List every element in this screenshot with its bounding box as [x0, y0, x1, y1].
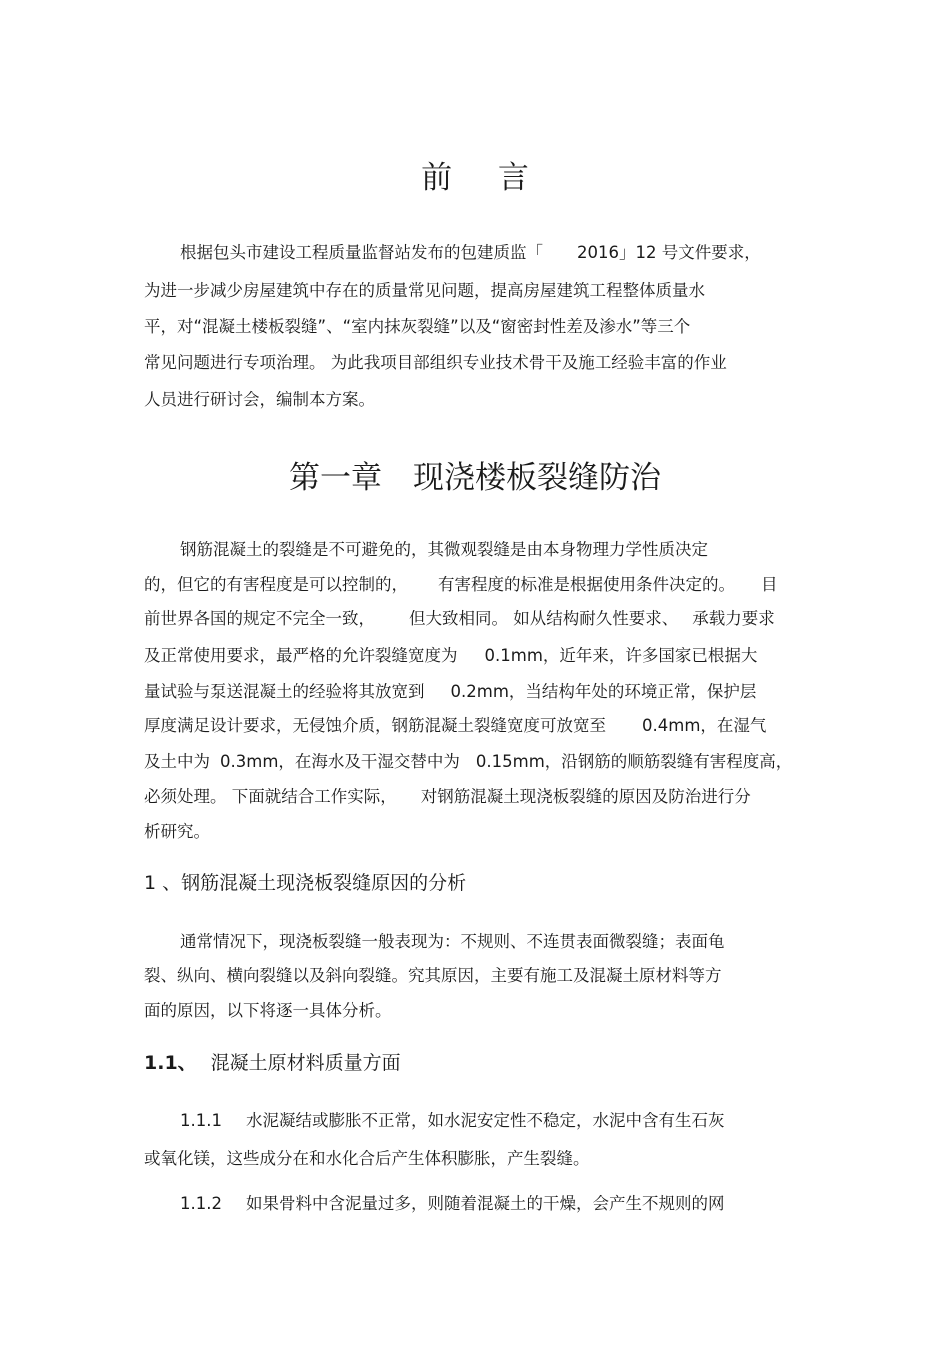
- text-run: 0.2mm，当结构年处的环境正常，保护层: [450, 682, 757, 701]
- text-run: 目: [761, 575, 778, 594]
- section-number: 1.1、: [144, 1052, 197, 1074]
- section-title: 混凝土原材料质量方面: [210, 1052, 401, 1074]
- text-run: 0.3mm，在海水及干湿交替中为: [220, 752, 460, 771]
- item-1-1-1-line-1: [180, 1110, 724, 1132]
- intro-line-3: [144, 608, 775, 630]
- text-run: 水泥凝结或膨胀不正常，如水泥安定性不稳定，水泥中含有生石灰: [245, 1111, 725, 1130]
- preface-title: 前 言: [421, 160, 547, 196]
- intro-line-4: [144, 645, 757, 667]
- item-number: 1.1.2: [180, 1194, 222, 1213]
- intro-line-5: [144, 681, 756, 703]
- text-run: 0.15mm，沿钢筋的顺筋裂缝有害程度高，: [475, 752, 793, 771]
- item-number: 1.1.1: [180, 1111, 222, 1130]
- text-run: 如果骨料中含泥量过多，则随着混凝土的干燥，会产生不规则的网: [245, 1194, 725, 1213]
- text-run: 0.4mm，在湿气: [642, 716, 767, 735]
- section-1-heading: 1 、钢筋混凝土现浇板裂缝原因的分析: [144, 872, 467, 894]
- text-run: 2016」12 号文件要求，: [577, 243, 761, 262]
- text-run: 厚度满足设计要求，无侵蚀介质，钢筋混凝土裂缝宽度可放宽至: [144, 716, 606, 735]
- text-run: 根据包头市建设工程质量监督站发布的包建质监「: [180, 243, 543, 262]
- text-run: 承载力要求: [692, 609, 775, 628]
- intro-line-1: 钢筋混凝土的裂缝是不可避免的，其微观裂缝是由本身物理力学性质决定: [180, 540, 708, 559]
- intro-line-2: [144, 574, 778, 596]
- section-1-1-heading: [144, 1052, 401, 1074]
- text-run: 但大致相同。 如从结构耐久性要求、: [409, 609, 679, 628]
- preface-line-1: [180, 242, 761, 264]
- chapter-title: 第一章 现浇楼板裂缝防治: [289, 460, 661, 496]
- text-run: 0.1mm，近年来，许多国家已根据大: [484, 646, 758, 665]
- intro-line-8: [144, 786, 751, 808]
- text-run: 及正常使用要求，最严格的允许裂缝宽度为: [144, 646, 458, 665]
- item-1-1-1-line-2: 或氧化镁，这些成分在和水化合后产生体积膨胀，产生裂缝。: [144, 1149, 590, 1168]
- preface-line-4: 常见问题进行专项治理。 为此我项目部组织专业技术骨干及施工经验丰富的作业: [144, 353, 727, 372]
- preface-line-5: 人员进行研讨会，编制本方案。: [144, 390, 375, 409]
- text-run: 量试验与泵送混凝土的经验将其放宽到: [144, 682, 425, 701]
- section-1-line-3: 面的原因，以下将逐一具体分析。: [144, 1001, 392, 1020]
- intro-line-9: 析研究。: [144, 822, 210, 841]
- text-run: 有害程度的标准是根据使用条件决定的。: [438, 575, 735, 594]
- section-1-line-1: 通常情况下，现浇板裂缝一般表现为：不规则、不连贯表面微裂缝；表面龟: [180, 932, 725, 951]
- text-run: 必须处理。 下面就结合工作实际，: [144, 787, 397, 806]
- preface-line-2: 为进一步减少房屋建筑中存在的质量常见问题，提高房屋建筑工程整体质量水: [144, 281, 705, 300]
- item-1-1-2-line-1: [180, 1193, 724, 1215]
- section-1-line-2: 裂、纵向、横向裂缝以及斜向裂缝。究其原因，主要有施工及混凝土原材料等方: [144, 966, 722, 985]
- text-run: 前世界各国的规定不完全一致，: [144, 609, 375, 628]
- intro-line-7: [144, 751, 792, 773]
- text-run: 的，但它的有害程度是可以控制的，: [144, 575, 408, 594]
- preface-line-3: 平，对“混凝土楼板裂缝”、“室内抹灰裂缝”以及“窗密封性差及渗水”等三个: [144, 317, 691, 336]
- text-run: 对钢筋混凝土现浇板裂缝的原因及防治进行分: [420, 787, 751, 806]
- intro-line-6: [144, 715, 766, 737]
- text-run: 及土中为: [144, 752, 210, 771]
